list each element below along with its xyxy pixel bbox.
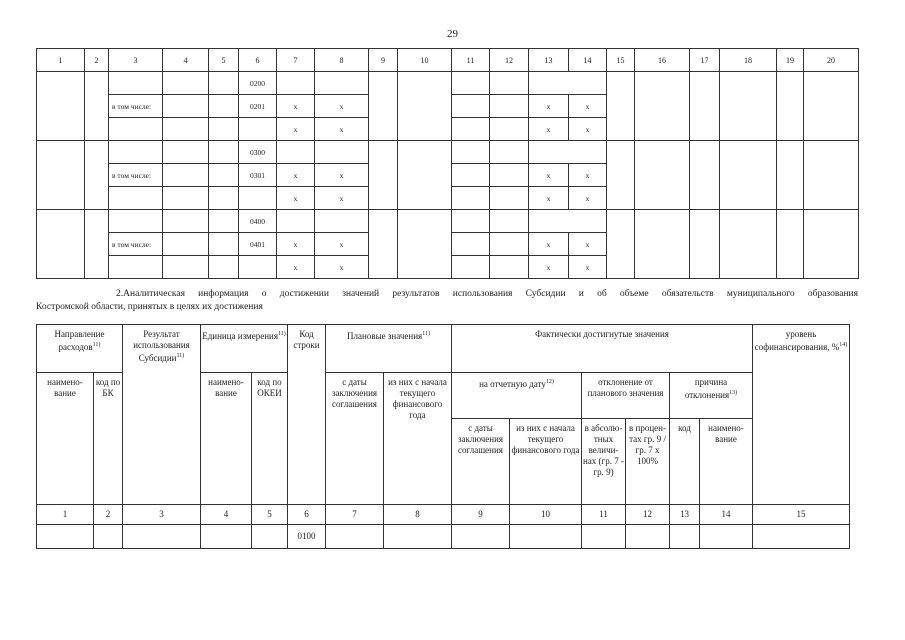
col-number: 9 xyxy=(452,505,510,525)
unit-header: Единица измерения$^{11)}$ xyxy=(201,325,288,373)
col-header: 20 xyxy=(804,49,859,72)
col-number: 7 xyxy=(326,505,384,525)
x-mark: х xyxy=(277,233,315,256)
x-mark: х xyxy=(529,187,569,210)
col-number: 13 xyxy=(670,505,700,525)
x-mark: х xyxy=(315,187,369,210)
col-number: 14 xyxy=(700,505,753,525)
col-header: 14 xyxy=(569,49,607,72)
col-number: 8 xyxy=(384,505,452,525)
col-number: 11 xyxy=(582,505,626,525)
col-number: 4 xyxy=(201,505,252,525)
x-mark: х xyxy=(277,187,315,210)
col-number: 10 xyxy=(510,505,582,525)
col-header: 18 xyxy=(720,49,777,72)
header-row-1 xyxy=(37,325,850,373)
x-mark: х xyxy=(315,256,369,279)
col-header: 6 xyxy=(239,49,277,72)
section-caption xyxy=(36,288,858,314)
actual-year-header: из них с начала текущего финансового года xyxy=(510,419,582,505)
row-code: 0400 xyxy=(239,210,277,233)
table-row xyxy=(37,525,850,549)
reason-header: причина отклонения$^{13)}$ xyxy=(670,373,753,419)
col-number: 12 xyxy=(626,505,670,525)
x-mark: х xyxy=(569,256,607,279)
x-mark: х xyxy=(529,118,569,141)
page-number: 29 xyxy=(447,28,458,40)
x-mark: х xyxy=(569,95,607,118)
planned-header: Плановые значения$^{11)}$ xyxy=(326,325,452,373)
col-number: 2 xyxy=(94,505,123,525)
row-code: 0201 xyxy=(239,95,277,118)
table-row xyxy=(37,141,859,164)
col-number: 3 xyxy=(123,505,201,525)
row-code: 0300 xyxy=(239,141,277,164)
planned-year-header: из них с начала текущего финансового года xyxy=(384,373,452,505)
reason-name-header: наимено-вание xyxy=(700,419,753,505)
col-header: 10 xyxy=(398,49,452,72)
results-table xyxy=(36,48,859,279)
col-header: 7 xyxy=(277,49,315,72)
col-number: 1 xyxy=(37,505,94,525)
col-number: 6 xyxy=(288,505,326,525)
reason-code-header: код xyxy=(670,419,700,505)
kbk-header: код по БК xyxy=(94,373,123,505)
col-header: 17 xyxy=(690,49,720,72)
col-header: 3 xyxy=(109,49,163,72)
x-mark: х xyxy=(277,95,315,118)
actual-agreement-header: с даты заключения соглашения xyxy=(452,419,510,505)
x-mark: х xyxy=(315,118,369,141)
okei-header: код по ОКЕИ xyxy=(252,373,288,505)
row-code: 0100 xyxy=(288,525,326,549)
col-header: 11 xyxy=(452,49,490,72)
col-header: 12 xyxy=(490,49,529,72)
x-mark: х xyxy=(569,164,607,187)
column-numbers-row xyxy=(37,505,850,525)
result-header: Результат использования Субсидии$^{11)}$ xyxy=(123,325,201,505)
x-mark: х xyxy=(315,233,369,256)
header-row xyxy=(37,49,859,72)
caption-line-2: Костромской области, принятых в целях их достижения xyxy=(36,302,263,312)
x-mark: х xyxy=(569,118,607,141)
unit-name-header: наимено-вание xyxy=(201,373,252,505)
actual-header: Фактически достигнутые значения xyxy=(452,325,753,373)
x-mark: х xyxy=(315,95,369,118)
deviation-header: отклонение от планового значения xyxy=(582,373,670,419)
col-header: 19 xyxy=(777,49,804,72)
including-label: в том числе: xyxy=(109,95,163,118)
col-number: 15 xyxy=(753,505,850,525)
line-code-header: Код строки xyxy=(288,325,326,505)
row-code: 0401 xyxy=(239,233,277,256)
col-header: 8 xyxy=(315,49,369,72)
col-header: 15 xyxy=(607,49,635,72)
col-number: 5 xyxy=(252,505,288,525)
col-header: 5 xyxy=(209,49,239,72)
col-header: 2 xyxy=(85,49,109,72)
col-header: 16 xyxy=(635,49,690,72)
including-label: в том числе: xyxy=(109,164,163,187)
x-mark: х xyxy=(569,233,607,256)
x-mark: х xyxy=(529,256,569,279)
x-mark: х xyxy=(277,118,315,141)
direction-header: Направление расходов$^{11)}$ xyxy=(37,325,123,373)
x-mark: х xyxy=(569,187,607,210)
col-header: 13 xyxy=(529,49,569,72)
including-label: в том числе: xyxy=(109,233,163,256)
table-row xyxy=(37,210,859,233)
planned-agreement-header: с даты заключения соглашения xyxy=(326,373,384,505)
analytics-table xyxy=(36,324,850,549)
x-mark: х xyxy=(315,164,369,187)
col-header: 1 xyxy=(37,49,85,72)
col-header: 9 xyxy=(369,49,398,72)
x-mark: х xyxy=(529,95,569,118)
row-code: 0200 xyxy=(239,72,277,95)
x-mark: х xyxy=(277,256,315,279)
absolute-header: в абсолю-тных величи-нах (гр. 7 - гр. 9) xyxy=(582,419,626,505)
col-header: 4 xyxy=(163,49,209,72)
x-mark: х xyxy=(529,233,569,256)
x-mark: х xyxy=(529,164,569,187)
row-code: 0301 xyxy=(239,164,277,187)
direction-name-header: наимено-вание xyxy=(37,373,94,505)
caption-line-1: 2.Аналитическая информация о достижении значений результатов использования Субсидии и об объеме обязательств муниципального образования xyxy=(116,289,858,299)
x-mark: х xyxy=(277,164,315,187)
percent-header: в процен-тах гр. 9 / гр. 7 х 100% xyxy=(626,419,670,505)
cofinancing-header: уровень софинансирования, %$^{14)}$ xyxy=(753,325,850,505)
table-row xyxy=(37,72,859,95)
report-date-header: на отчетную дату$^{12)}$ xyxy=(452,373,582,419)
